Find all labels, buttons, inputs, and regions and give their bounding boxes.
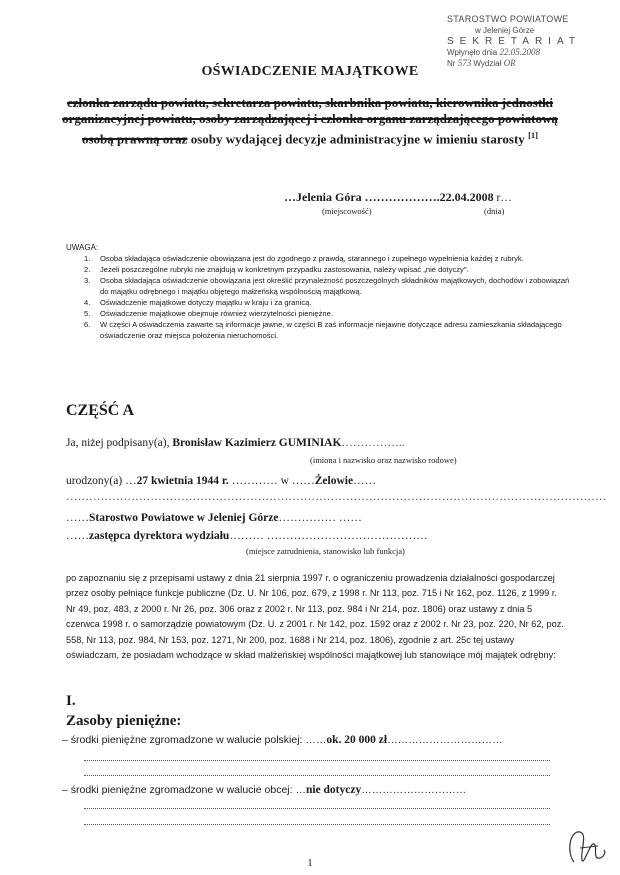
uwaga-item — [84, 308, 574, 319]
cash-pln-dots: …………………………… — [387, 734, 503, 746]
document-subtitle — [62, 95, 558, 147]
blank-dotted-line: …………………………………………………………………………………………………………………………… — [66, 491, 607, 503]
uwaga-text: Osoba składająca oświadczenie obowiązana jest do zgodnego z prawdą, starannego i zupełnego wypełnienia każdej z rubryk. — [100, 254, 524, 263]
stamp-line-4 — [447, 47, 597, 58]
dotted-line — [84, 760, 550, 761]
dotted-line — [84, 775, 550, 776]
cash-foreign-label: – środki pieniężne zgromadzone w walucie obcej: … — [62, 784, 306, 796]
name-prefix: Ja, niżej podpisany(a), — [66, 437, 170, 449]
date-caption: (dnia) — [484, 206, 505, 216]
section-heading: Zasoby pieniężne: — [66, 713, 182, 729]
uwaga-num: 3. — [84, 276, 91, 285]
born-mid: ………… w …… — [231, 475, 315, 487]
uwaga-text: Osoba składająca oświadczenie obowiązana jest określić przynależność poszczególnych składników majątkowych, dochodów i zobowiązań do majątku odrębnego i majątku objętego małżeńską wspólnością majątkową. — [100, 276, 570, 296]
uwaga-num: 6. — [84, 320, 91, 329]
stamp-line-1: STAROSTWO POWIATOWE — [447, 14, 569, 24]
uwaga-heading: UWAGA: — [66, 243, 99, 252]
part-a-heading: CZĘŚĆ A — [66, 402, 135, 419]
uwaga-item — [84, 253, 574, 264]
name-dots: …………….. — [341, 437, 405, 449]
born-prefix: urodzony(a) … — [66, 475, 137, 487]
dotted-line — [84, 824, 550, 825]
cash-foreign-dots: ………………………… — [361, 784, 467, 796]
place-caption: (miejscowość) — [322, 206, 372, 216]
stamp-dept-value: OR — [503, 58, 516, 68]
name-caption: (imiona i nazwisko oraz nazwisko rodowe) — [310, 455, 457, 465]
uwaga-item — [84, 319, 574, 341]
uwaga-item — [84, 297, 574, 308]
uwaga-item — [84, 264, 574, 275]
name-value: Bronisław Kazimierz GUMINIAK — [172, 437, 342, 449]
position-value: zastępca dyrektora wydziału — [89, 530, 230, 542]
cash-foreign-value: nie dotyczy — [305, 784, 362, 796]
dotted-line — [84, 808, 550, 809]
cash-foreign-line — [62, 784, 466, 796]
born-date: 27 kwietnia 1944 r. — [136, 475, 229, 487]
born-place: Żelowie — [314, 475, 354, 487]
cash-pln-value: ok. 20 000 zł — [326, 734, 388, 746]
employer-suffix: …………… …… — [278, 512, 362, 524]
page-number: 1 — [307, 857, 313, 869]
uwaga-num: 5. — [84, 309, 91, 318]
stamp-line-2: w Jeleniej Górze — [475, 26, 535, 35]
place-value: …Jelenia Góra ………………. — [284, 190, 440, 204]
cash-pln-line — [62, 734, 503, 746]
uwaga-num: 1. — [84, 254, 91, 263]
document-title: OŚWIADCZENIE MAJĄTKOWE — [201, 64, 419, 79]
born-end: …… — [353, 475, 377, 487]
uwaga-text: Jeżeli poszczególne rubryki nie znajdują w konkretnym przypadku zastosowania, należy wpisać „nie dotyczy". — [100, 265, 469, 274]
stamp-number-value: 573 — [457, 58, 472, 68]
birth-line — [66, 475, 376, 487]
position-caption: (miejsce zatrudnienia, stanowisko lub funkcja) — [246, 546, 405, 556]
active-subtitle: osoby wydającej decyzje administracyjne w imieniu starosty — [190, 131, 525, 147]
date-value: 22.04.2008 — [439, 190, 494, 204]
stamp-received-date: 22.05.2008 — [499, 47, 540, 57]
section-number: I. — [66, 693, 76, 709]
employer-value: Starostwo Powiatowe w Jeleniej Górze — [89, 512, 279, 524]
place-date-line — [284, 190, 512, 205]
uwaga-item — [84, 275, 574, 297]
position-line — [66, 530, 428, 542]
uwaga-text: Oświadczenie majątkowe dotyczy majątku w kraju i za granicą. — [100, 298, 312, 307]
struck-subtitle: członka zarządu powiatu, sekretarza powiatu, skarbnika powiatu, kierownika jednostki organizacyjnej powiatu, osoby zarządzającej i członka organu zarządzającego powiatową osobą prawną oraz — [62, 95, 558, 147]
stamp-line-3: SEKRETARIAT — [447, 36, 581, 47]
footnote-ref: [1] — [528, 130, 538, 140]
employer-prefix: …… — [66, 512, 89, 524]
position-suffix: ……… …………………………………… — [229, 530, 428, 542]
position-prefix: …… — [66, 530, 89, 542]
date-suffix: r… — [496, 192, 512, 204]
stamp-received-label: Wpłynęło dnia — [447, 48, 498, 57]
uwaga-num: 4. — [84, 298, 91, 307]
stamp-dept-label: Wydział — [473, 59, 502, 68]
uwaga-text: Oświadczenie majątkowe obejmuje również wierzytelności pieniężne. — [100, 309, 333, 318]
name-line — [66, 437, 405, 449]
uwaga-list — [84, 253, 574, 341]
uwaga-num: 2. — [84, 265, 91, 274]
declaration-paragraph: po zapoznaniu się z przepisami ustawy z dnia 21 sierpnia 1997 r. o ograniczeniu prowadzenia działalności gospodarczej przez osoby pełniące funkcje publiczne (Dz. U. Nr 106, poz. 679, z 1998 r. Nr 113, poz. 715 i Nr 162, poz. 1126, z 1999 r. Nr 49, poz. 483, z 2000 r. Nr 26, poz. 306 oraz z 2002 r. Nr 113, poz. 984 i Nr 214, poz. 1806) oraz ustawy z dnia 5 czerwca 1998 r. o samorządzie powiatowym (Dz. U. z 2001 r. Nr 142, poz. 1592 oraz z 2002 r. Nr 23, poz. 220, Nr 62, poz. 558, Nr 113, poz. 984, Nr 153, poz. 1271, Nr 200, poz. 1688 i Nr 214, poz. 1806), zgodnie z art. 25c tej ustawy oświadczam, że posiadam wchodzące w skład małżeńskiej wspólności majątkowej lub stanowiące mój majątek odrębny: — [66, 573, 564, 661]
cash-pln-label: – środki pieniężne zgromadzone w walucie polskiej: …… — [62, 734, 327, 746]
stamp-number-label: Nr — [447, 59, 456, 68]
uwaga-text: W części A oświadczenia zawarte są informacje jawne, w części B zaś informacje niejawne dotyczące adresu zamieszkania składającego oświadczenie oraz miejsca położenia nieruchomości. — [100, 320, 562, 340]
employer-line — [66, 512, 362, 524]
